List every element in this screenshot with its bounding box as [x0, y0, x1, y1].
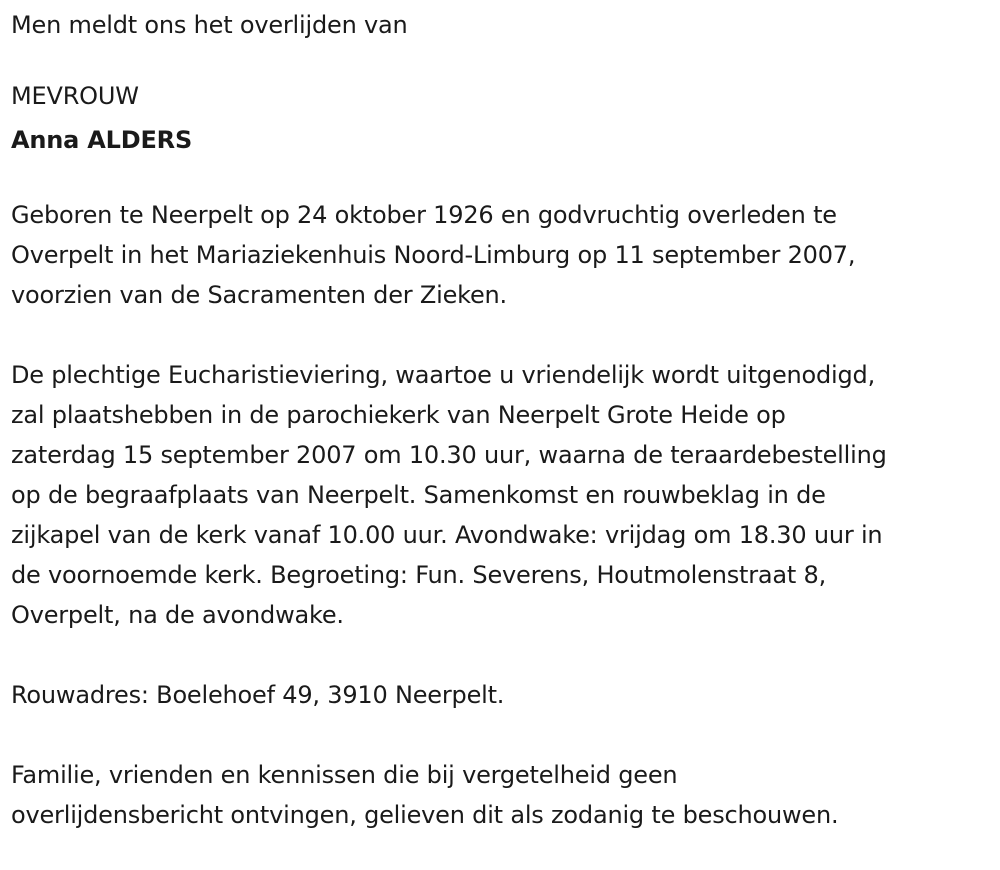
- paragraph-line: Overpelt in het Mariaziekenhuis Noord-Limburg op 11 september 2007,: [11, 241, 856, 269]
- spacer: [11, 45, 996, 76]
- spacer: [11, 715, 996, 755]
- intro-text: Men meldt ons het overlijden van: [11, 11, 408, 39]
- deceased-name: Anna ALDERS: [11, 126, 193, 154]
- paragraph-line: zijkapel van de kerk vanaf 10.00 uur. Avondwake: vrijdag om 18.30 uur in: [11, 521, 883, 549]
- mourning-address: Rouwadres: Boelehoef 49, 3910 Neerpelt.: [11, 681, 505, 709]
- paragraph-line: overlijdensbericht ontvingen, gelieven dit als zodanig te beschouwen.: [11, 801, 839, 829]
- birth-death-paragraph: [11, 195, 996, 315]
- paragraph-line: voorzien van de Sacramenten der Zieken.: [11, 281, 507, 309]
- paragraph-line: de voornoemde kerk. Begroeting: Fun. Severens, Houtmolenstraat 8,: [11, 561, 827, 589]
- paragraph-line: De plechtige Eucharistieviering, waartoe u vriendelijk wordt uitgenodigd,: [11, 361, 876, 389]
- ceremony-paragraph: [11, 355, 996, 635]
- paragraph-line: Geboren te Neerpelt op 24 oktober 1926 en godvruchtig overleden te: [11, 201, 837, 229]
- paragraph-line: zal plaatshebben in de parochiekerk van Neerpelt Grote Heide op: [11, 401, 786, 429]
- paragraph-line: Familie, vrienden en kennissen die bij vergetelheid geen: [11, 761, 678, 789]
- spacer: [11, 315, 996, 355]
- spacer: [11, 635, 996, 675]
- spacer: [11, 164, 996, 195]
- paragraph-line: Overpelt, na de avondwake.: [11, 601, 344, 629]
- paragraph-line: zaterdag 15 september 2007 om 10.30 uur, waarna de teraardebestelling: [11, 441, 887, 469]
- closing-paragraph: [11, 755, 996, 835]
- paragraph-line: op de begraafplaats van Neerpelt. Samenkomst en rouwbeklag in de: [11, 481, 826, 509]
- death-notice: [11, 5, 996, 835]
- honorific: MEVROUW: [11, 82, 139, 110]
